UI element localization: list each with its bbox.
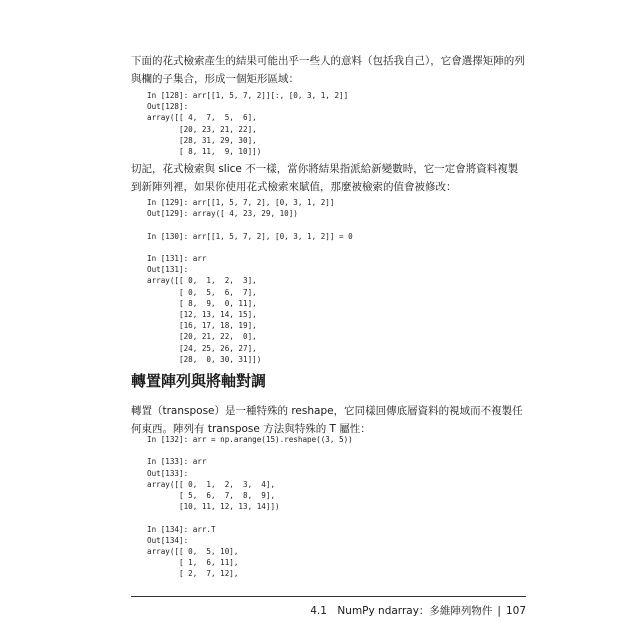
footer-section-title: 4.1 NumPy ndarray：多維陣列物件 bbox=[310, 605, 493, 617]
paragraph-transpose: 轉置（transpose）是一種特殊的 reshape，它同樣回傳底層資料的視域而不複製任何東西。陣列有 transpose 方法與特殊的 T 屬性： bbox=[131, 405, 523, 435]
paragraph-fancy-indexing-copy: 切記，花式檢索與 slice 不一樣，當你將結果指派給新變數時，它一定會將資料複製到新陣列裡，如果你使用花式檢索來賦值，那麼被檢索的值會被修改： bbox=[131, 163, 519, 193]
code-block-in-129-131: In [129]: arr[[1, 5, 7, 2], [0, 3, 1, 2]] Out[129]: array([ 4, 23, 29, 10]) In [130]: arr[[1, 5, 7, 2], [0, 3, 1, 2]] = 0 In [131]: arr Out[131]: array([[ 0, 1, 2, 3], [ 0, 5, 6, 7], [ 8, 9, 0, 11], [12, 13, 14, 15], [16, 17, 18, 19], [20, 21, 22, 0], [24, 25, 26, 27], [28, 0, 30, 31]]) bbox=[147, 198, 353, 364]
page-footer bbox=[310, 603, 526, 618]
code-block-in-128: In [128]: arr[[1, 5, 7, 2]][:, [0, 3, 1, 2]] Out[128]: array([[ 4, 7, 5, 6], [20, 23, 21, 22], [28, 31, 29, 30], [ 8, 11, 9, 10]]) bbox=[147, 91, 349, 157]
section-heading: 轉置陣列與將軸對調 bbox=[131, 372, 267, 390]
code-block-in-132-134: In [132]: arr = np.arange(15).reshape((3, 5)) In [133]: arr Out[133]: array([[ 0, 1, 2, 3, 4], [ 5, 6, 7, 8, 9], [10, 11, 12, 13, 14]]) In [134]: arr.T Out[134]: array([[ 0, 5, 10], [ 1, 6, 11], [ 2, 7, 12], bbox=[147, 435, 353, 579]
paragraph-fancy-indexing-intro: 下面的花式檢索產生的結果可能出乎一些人的意料（包括我自己），它會選擇矩陣的列與欄的子集合，形成一個矩形區域： bbox=[131, 55, 525, 85]
footer-separator: | bbox=[497, 605, 501, 617]
page-number: 107 bbox=[505, 605, 526, 617]
footer-rule bbox=[131, 596, 526, 597]
